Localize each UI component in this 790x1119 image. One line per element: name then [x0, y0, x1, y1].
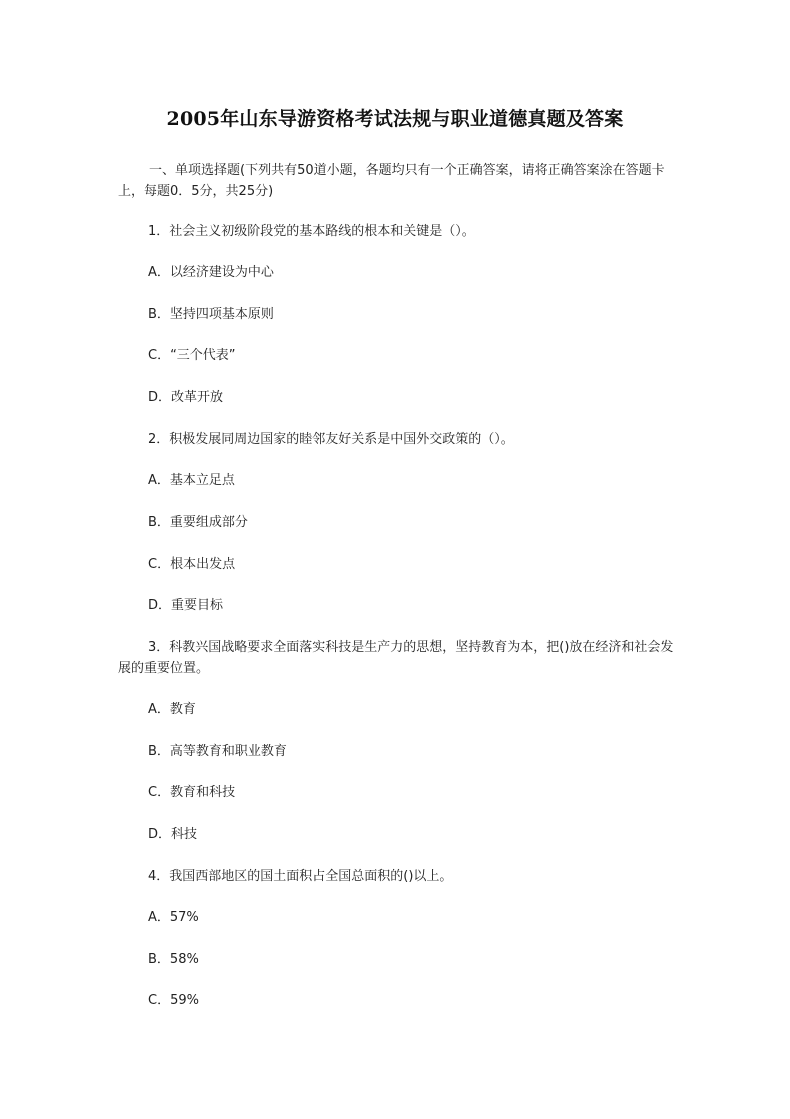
option-2d: D．重要目标 [148, 598, 224, 613]
option-4a: A．57% [148, 910, 199, 925]
option-4b: B．58% [148, 952, 199, 967]
option-2a: A．基本立足点 [148, 473, 235, 488]
question-stem-4: 4．我国西部地区的国土面积占全国总面积的()以上。 [148, 869, 453, 884]
option-1c: C．“三个代表” [148, 348, 236, 363]
option-3d: D．科技 [148, 827, 198, 842]
option-1b: B．坚持四项基本原则 [148, 307, 274, 322]
option-3b: B．高等教育和职业教育 [148, 744, 287, 759]
option-3c: C．教育和科技 [148, 785, 236, 800]
section-intro: 一、单项选择题(下列共有50道小题，各题均只有一个正确答案，请将正确答案涂在答题卡上，每题0．5分，共25分) [118, 163, 665, 199]
option-2b: B．重要组成部分 [148, 515, 248, 530]
question-stem-3: 3．科教兴国战略要求全面落实科技是生产力的思想，坚持教育为本，把()放在经济和社会发展的重要位置。 [118, 640, 674, 676]
option-1a: A．以经济建设为中心 [148, 265, 274, 280]
option-3a: A．教育 [148, 702, 196, 717]
option-2c: C．根本出发点 [148, 557, 236, 572]
question-stem-2: 2．积极发展同周边国家的睦邻友好关系是中国外交政策的（）。 [148, 432, 514, 447]
document-title: 2005年山东导游资格考试法规与职业道德真题及答案 [166, 108, 624, 130]
option-1d: D．改革开放 [148, 390, 224, 405]
question-stem-1: 1．社会主义初级阶段党的基本路线的根本和关键是（）。 [148, 224, 475, 239]
option-4c: C．59% [148, 993, 199, 1008]
